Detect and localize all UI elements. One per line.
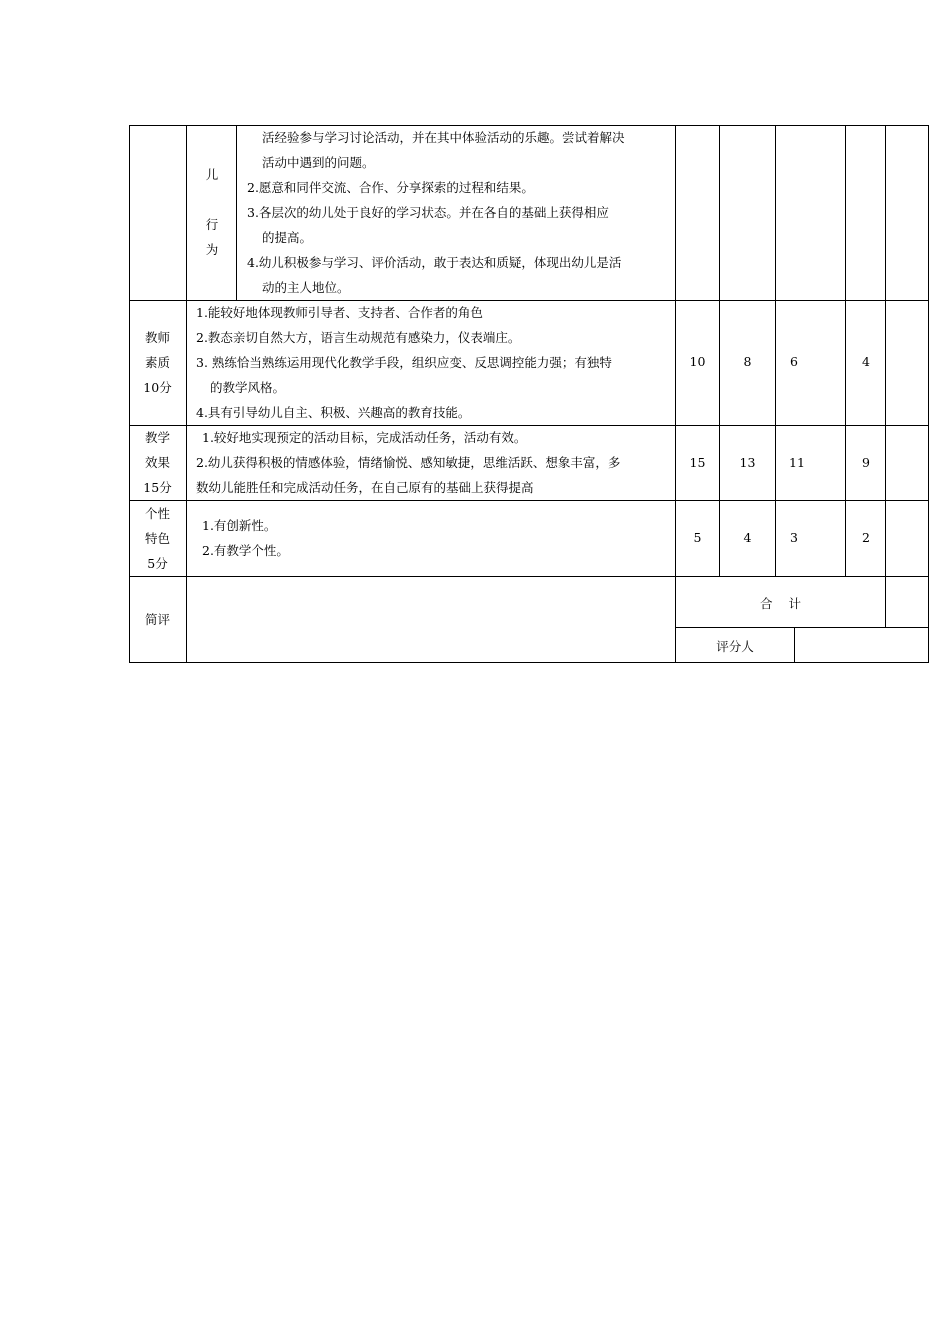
row4-score-2: 4: [743, 530, 752, 545]
row4-criteria-line-2: 2.有教学个性。: [202, 543, 289, 558]
row4-category-2: 特色: [144, 531, 170, 546]
row3-score-4: 9: [862, 455, 870, 470]
row2-criteria-line-5: 4.具有引导幼儿自主、积极、兴趣高的教育技能。: [196, 405, 471, 420]
evaluation-table: [129, 125, 929, 663]
row4-score-3: 3: [790, 530, 798, 545]
row1-criteria-line-7: 动的主人地位。: [262, 280, 350, 295]
row2-criteria-line-2: 2.教态亲切自然大方，语言生动规范有感染力，仪表端庄。: [196, 330, 521, 345]
row2-category-1: 教师: [144, 330, 170, 345]
row2-score-4: 4: [862, 354, 870, 369]
row4-criteria-line-1: 1.有创新性。: [202, 518, 277, 533]
row2-score-3: 6: [790, 354, 798, 369]
row2-category-2: 素质: [144, 355, 170, 370]
row4-category-1: 个性: [144, 506, 170, 521]
row2-criteria-line-1: 1.能较好地体现教师引导者、支持者、合作者的角色: [196, 305, 483, 320]
total-value-cell[interactable]: [886, 594, 929, 610]
row3-score-1: 15: [689, 455, 706, 470]
row3-category-3: 15分: [143, 480, 172, 495]
row2-criteria-line-4: 的教学风格。: [210, 380, 286, 395]
row3-score-3: 11: [789, 455, 805, 470]
row1-sub-label-3: 为: [205, 242, 219, 257]
row2-score-2: 8: [743, 354, 752, 369]
row1-criteria-line-4: 3.各层次的幼儿处于良好的学习状态。并在各自的基础上获得相应: [247, 205, 609, 220]
row4-score-1: 5: [693, 530, 702, 545]
comment-area[interactable]: [187, 577, 675, 663]
row2-category-3: 10分: [143, 380, 172, 395]
row1-criteria-line-6: 4.幼儿积极参与学习、评价活动，敢于表达和质疑，体现出幼儿是活: [247, 255, 622, 270]
row3-category-2: 效果: [144, 455, 170, 470]
row1-criteria-line-1: 活经验参与学习讨论活动，并在其中体验活动的乐趣。尝试着解决: [262, 130, 625, 145]
total-label: 合 计: [760, 596, 801, 611]
row3-category-1: 教学: [144, 430, 170, 445]
row1-criteria-line-2: 活动中遇到的问题。: [262, 155, 375, 170]
row1-criteria-line-5: 的提高。: [262, 230, 313, 245]
row3-criteria-line-1: 1.较好地实现预定的活动目标，完成活动任务，活动有效。: [202, 430, 527, 445]
row1-sub-label-2: 行: [205, 217, 219, 232]
row3-criteria-line-2: 2.幼儿获得积极的情感体验，情绪愉悦、感知敏捷，思维活跃、想象丰富，多: [196, 455, 621, 470]
row1-sub-label-1: 儿: [205, 167, 219, 182]
row3-criteria-line-3: 数幼儿能胜任和完成活动任务，在自己原有的基础上获得提高: [196, 480, 534, 495]
scorer-label: 评分人: [716, 639, 754, 654]
scorer-value-cell[interactable]: [795, 637, 929, 653]
row2-criteria-line-3: 3. 熟练恰当熟练运用现代化教学手段，组织应变、反思调控能力强；有独特: [196, 355, 612, 370]
row4-category-3: 5分: [147, 556, 168, 571]
row2-score-1: 10: [689, 354, 706, 369]
row4-score-4: 2: [862, 530, 870, 545]
row1-criteria-line-3: 2.愿意和同伴交流、合作、分享探索的过程和结果。: [247, 180, 534, 195]
comment-label: 简评: [144, 612, 170, 627]
row3-score-2: 13: [739, 455, 756, 470]
